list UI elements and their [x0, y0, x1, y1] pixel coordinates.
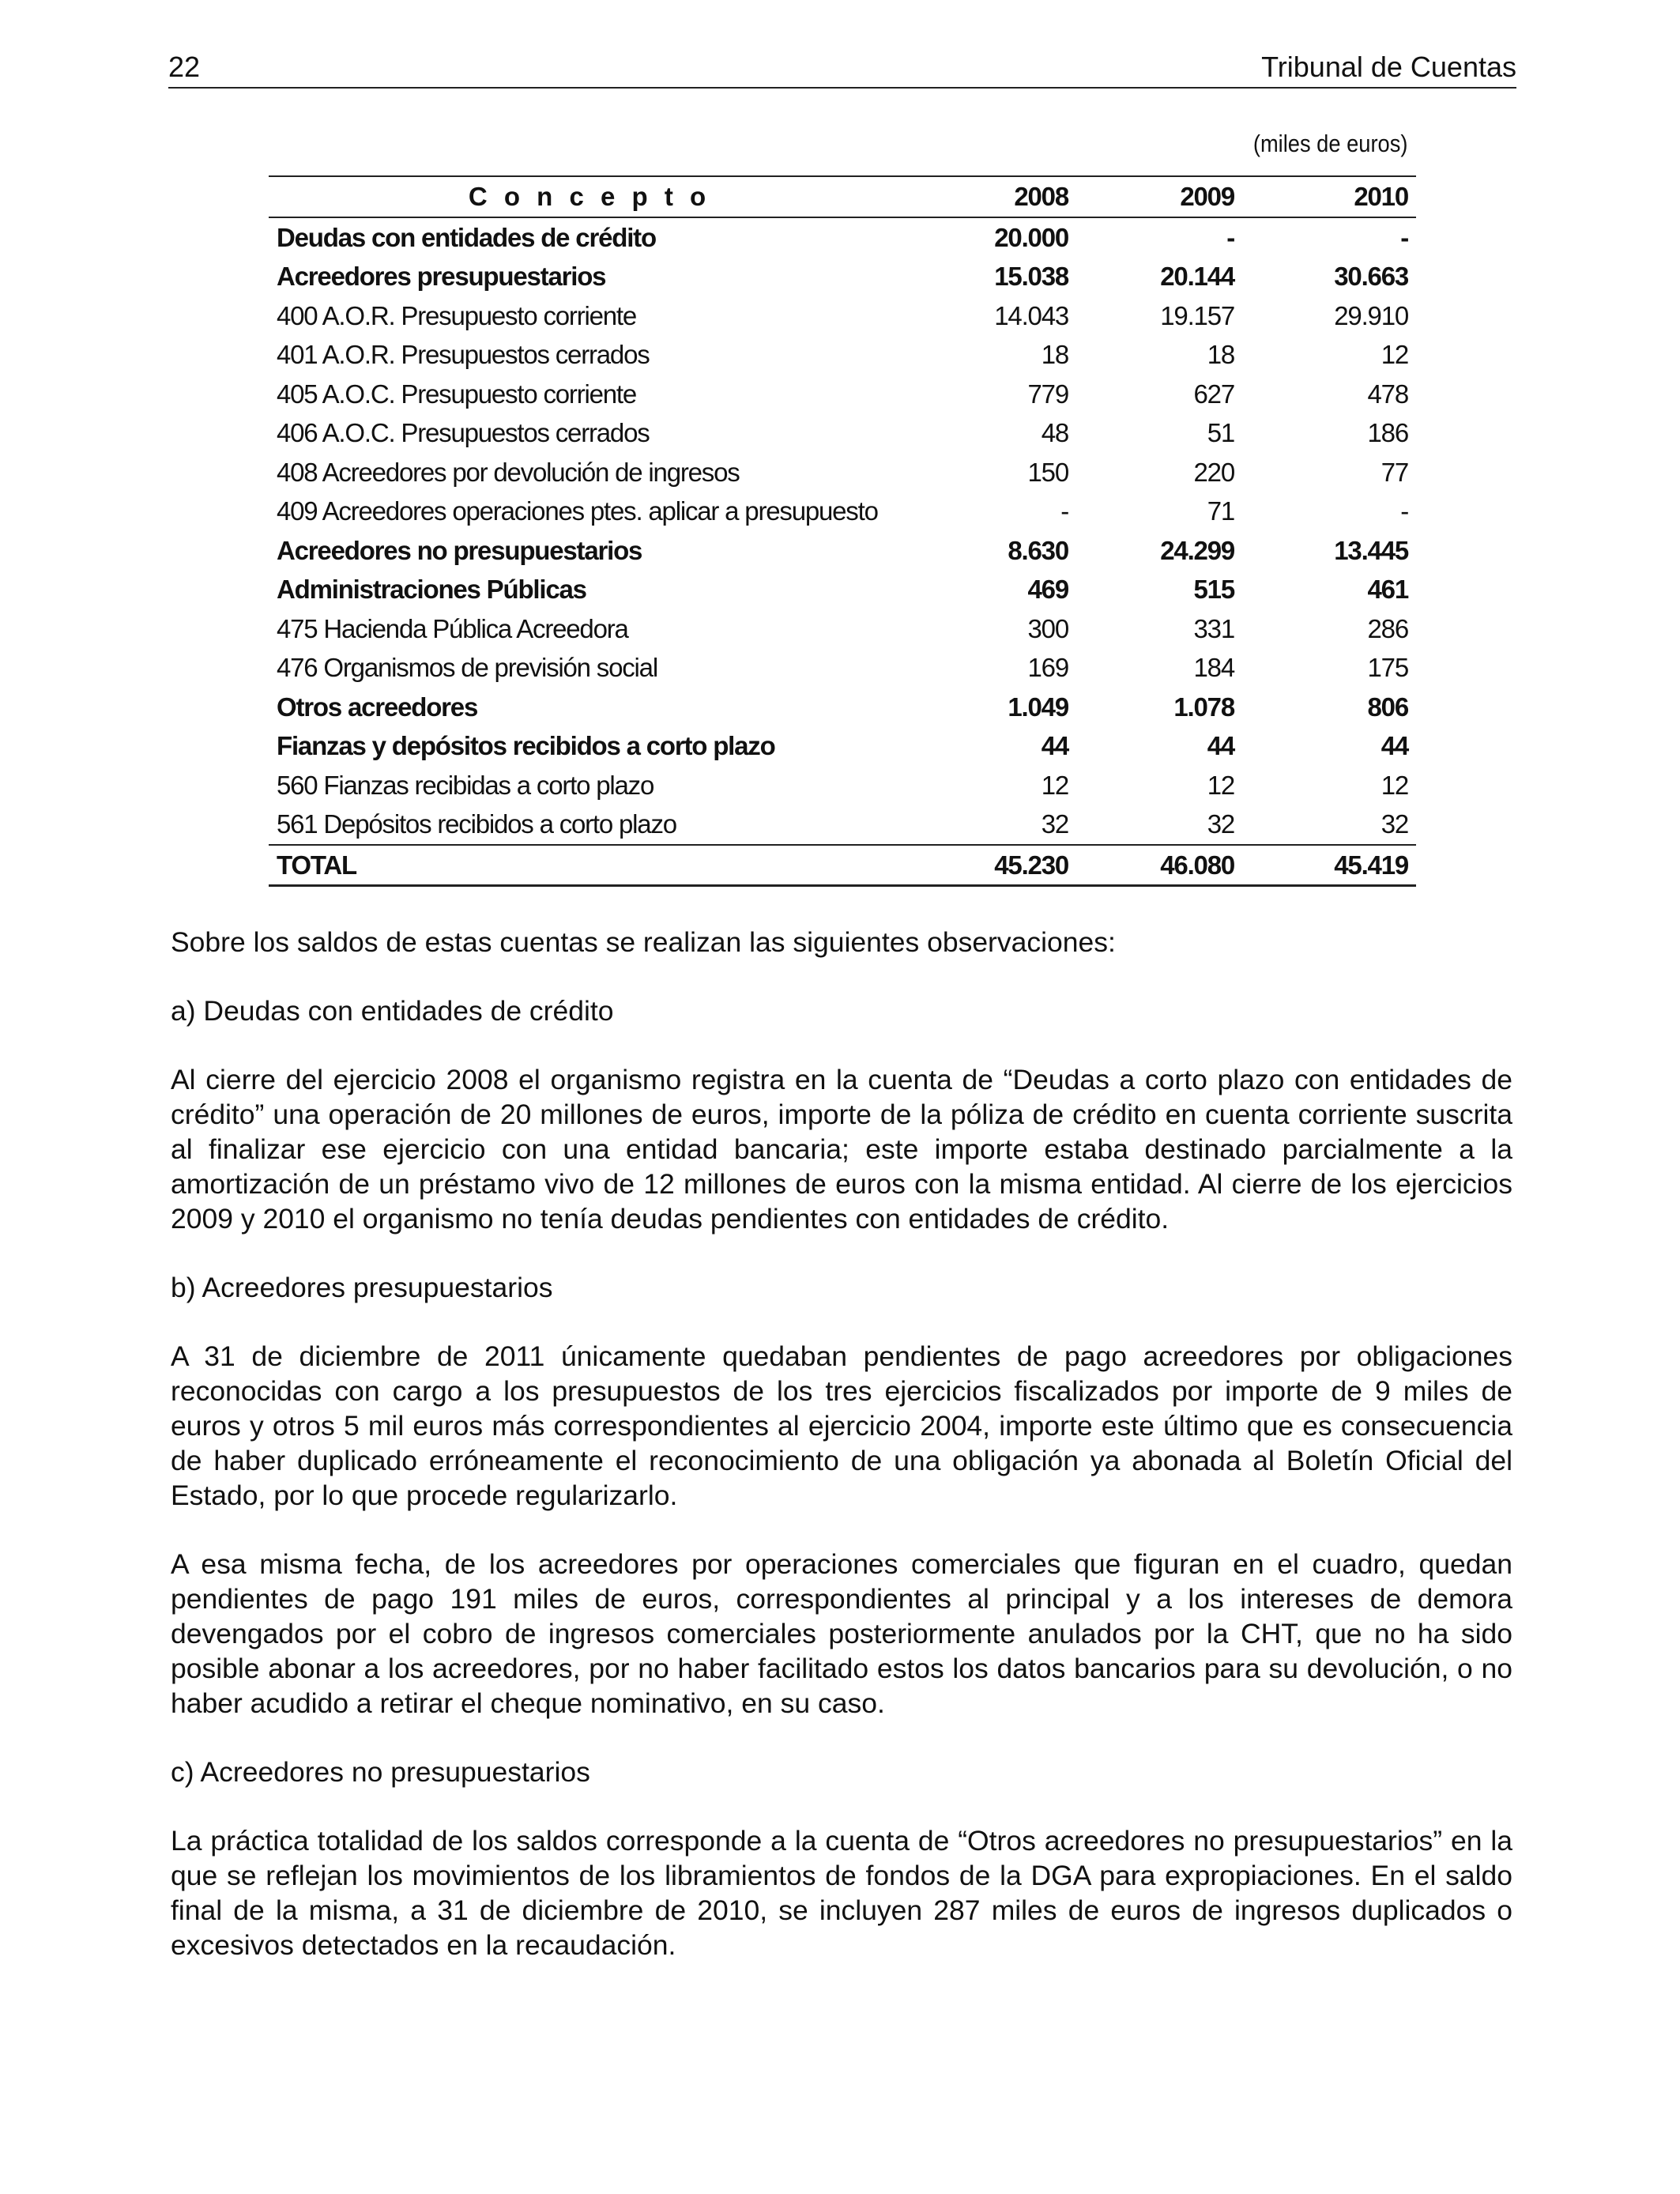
value-2009: 331 [1193, 613, 1234, 643]
value-2008: 150 [1027, 457, 1068, 487]
value-2008: 779 [1027, 379, 1068, 409]
value-2010: - [1400, 222, 1408, 252]
section-heading: c) Acreedores no presupuestarios [171, 1756, 590, 1788]
table-row [269, 766, 1416, 805]
value-2009: 627 [1193, 379, 1234, 409]
total-2009: 46.080 [1076, 845, 1242, 886]
row-label: Deudas con entidades de crédito [277, 222, 656, 252]
value-2009: 1.078 [1173, 692, 1234, 722]
value-2009: 515 [1193, 575, 1234, 604]
column-header-2009: 2009 [1076, 176, 1242, 217]
paragraph: La práctica totalidad de los saldos corresponde a la cuenta de “Otros acreedores no presupuestarios” en la que se reflejan los movimientos de los libramientos de fondos de la DGA para expropiaciones. En el saldo final de la misma, a 31 de diciembre de 2010, se incluyen 287 miles de euros de ingresos duplicados o excesivos detectados en la recaudación. [171, 1825, 1512, 1961]
row-label: 560 Fianzas recibidas a corto plazo [277, 770, 654, 800]
table-row [269, 375, 1416, 414]
row-label: 400 A.O.R. Presupuesto corriente [277, 300, 637, 330]
paragraph: A 31 de diciembre de 2011 únicamente quedaban pendientes de pago acreedores por obligaciones reconocidas con cargo a los presupuestos de los tres ejercicios fiscalizados por importe de 9 miles de euros y otros 5 mil euros más correspondientes al ejercicio 2004, importe este último que es consecuencia de haber duplicado erróneamente el reconocimiento de una obligación ya abonada al Boletín Oficial del Estado, por lo que procede regularizarlo. [171, 1340, 1512, 1511]
table-row [269, 413, 1416, 453]
header-title: Tribunal de Cuentas [1261, 51, 1516, 83]
section-heading: Sobre los saldos de estas cuentas se realizan las siguientes observaciones: [171, 926, 1116, 958]
value-2008: 1.049 [1008, 692, 1068, 722]
table-row [269, 257, 1416, 296]
value-2010: 478 [1367, 379, 1408, 409]
value-2008: 44 [1041, 731, 1068, 760]
body-text [171, 925, 1512, 1996]
value-2008: 18 [1041, 340, 1068, 369]
value-2010: 12 [1381, 340, 1408, 369]
value-2009: 18 [1207, 340, 1234, 369]
total-label: TOTAL [269, 845, 910, 886]
value-2010: 286 [1367, 613, 1408, 643]
value-2009: 19.157 [1160, 300, 1234, 330]
table-row [269, 726, 1416, 766]
row-label: 475 Hacienda Pública Acreedora [277, 613, 628, 643]
table-row [269, 492, 1416, 531]
value-2010: 175 [1367, 653, 1408, 682]
creditors-table [269, 175, 1416, 887]
financial-table-block [269, 126, 1416, 887]
column-header-2010: 2010 [1242, 176, 1416, 217]
value-2008: - [1060, 496, 1068, 526]
page-header [168, 47, 1516, 89]
row-label: 476 Organismos de previsión social [277, 653, 657, 682]
value-2010: 806 [1367, 692, 1408, 722]
value-2008: 469 [1027, 575, 1068, 604]
value-2009: - [1226, 222, 1234, 252]
value-2010: 186 [1367, 418, 1408, 447]
table-body [269, 217, 1416, 886]
row-label: Otros acreedores [277, 692, 478, 722]
row-label: 409 Acreedores operaciones ptes. aplicar a presupuesto [277, 496, 878, 526]
value-2010: 12 [1381, 770, 1408, 800]
value-2008: 32 [1041, 809, 1068, 839]
value-2008: 8.630 [1008, 535, 1068, 565]
value-2008: 14.043 [994, 300, 1068, 330]
row-label: 408 Acreedores por devolución de ingresos [277, 457, 740, 487]
value-2008: 300 [1027, 613, 1068, 643]
value-2009: 51 [1207, 418, 1234, 447]
row-label: 401 A.O.R. Presupuestos cerrados [277, 340, 650, 369]
value-2009: 71 [1207, 496, 1234, 526]
section-heading: b) Acreedores presupuestarios [171, 1272, 553, 1303]
table-row [269, 217, 1416, 258]
value-2010: - [1400, 496, 1408, 526]
row-label: Administraciones Públicas [277, 575, 586, 604]
table-row [269, 805, 1416, 845]
total-2010: 45.419 [1242, 845, 1416, 886]
row-label: 405 A.O.C. Presupuesto corriente [277, 379, 637, 409]
value-2008: 12 [1041, 770, 1068, 800]
paragraph: A esa misma fecha, de los acreedores por operaciones comerciales que figuran en el cuadro, quedan pendientes de pago 191 miles de euros, correspondientes al principal y a los intereses de demora devengados por el cobro de ingresos comerciales posteriormente anulados por la CHT, que no ha sido posible abonar a los acreedores, por no haber facilitado estos los datos bancarios para su devolución, o no haber acudido a retirar el cheque nominativo, en su caso. [171, 1548, 1512, 1719]
value-2009: 20.144 [1160, 262, 1234, 291]
value-2009: 44 [1207, 731, 1234, 760]
table-row [269, 296, 1416, 336]
paragraph: Al cierre del ejercicio 2008 el organismo registra en la cuenta de “Deudas a corto plazo con entidades de crédito” una operación de 20 millones de euros, importe de la póliza de crédito en cuenta corriente suscrita al finalizar ese ejercicio con una entidad bancaria; este importe estaba destinado parcialmente a la amortización de un préstamo vivo de 12 millones de euros con la misma entidad. Al cierre de los ejercicios 2009 y 2010 el organismo no tenía deudas pendientes con entidades de crédito. [171, 1064, 1512, 1235]
value-2010: 77 [1381, 457, 1408, 487]
value-2010: 29.910 [1334, 300, 1408, 330]
column-header-2008: 2008 [910, 176, 1076, 217]
row-label: Fianzas y depósitos recibidos a corto plazo [277, 731, 775, 760]
value-2009: 24.299 [1160, 535, 1234, 565]
table-units-note: (miles de euros) [1252, 130, 1408, 157]
row-label: Acreedores no presupuestarios [277, 535, 642, 565]
row-label: 561 Depósitos recibidos a corto plazo [277, 809, 676, 839]
value-2008: 169 [1027, 653, 1068, 682]
table-row [269, 453, 1416, 492]
value-2008: 20.000 [994, 222, 1068, 252]
table-row [269, 688, 1416, 727]
value-2010: 44 [1381, 731, 1408, 760]
value-2008: 15.038 [994, 262, 1068, 291]
value-2010: 461 [1367, 575, 1408, 604]
column-header-concepto: C o n c e p t o [269, 176, 910, 217]
row-label: Acreedores presupuestarios [277, 262, 606, 291]
page-number: 22 [168, 51, 201, 83]
table-row [269, 531, 1416, 571]
table-row [269, 609, 1416, 649]
value-2008: 48 [1041, 418, 1068, 447]
value-2009: 220 [1193, 457, 1234, 487]
row-label: 406 A.O.C. Presupuestos cerrados [277, 418, 650, 447]
table-header-row [269, 176, 1416, 217]
value-2009: 32 [1207, 809, 1234, 839]
table-row [269, 570, 1416, 609]
value-2009: 184 [1193, 653, 1234, 682]
total-2008: 45.230 [910, 845, 1076, 886]
value-2009: 12 [1207, 770, 1234, 800]
table-row [269, 648, 1416, 688]
value-2010: 32 [1381, 809, 1408, 839]
value-2010: 30.663 [1334, 262, 1408, 291]
value-2010: 13.445 [1334, 535, 1408, 565]
table-row [269, 335, 1416, 375]
table-total-row [269, 845, 1416, 886]
section-heading: a) Deudas con entidades de crédito [171, 995, 614, 1027]
